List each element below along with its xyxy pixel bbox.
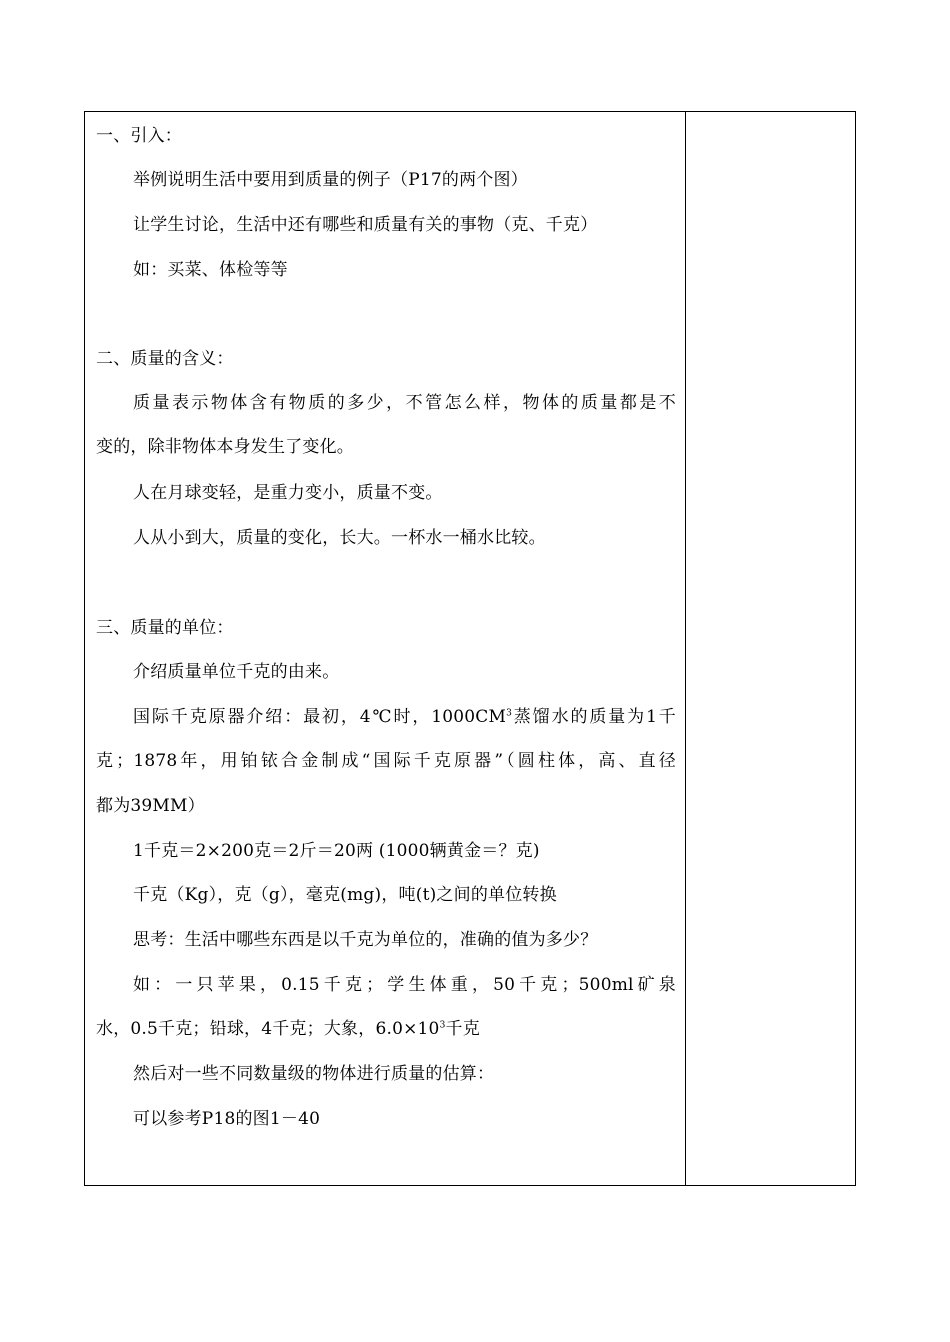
meaning-para-line-2: 变的，除非物体本身发生了变化。 <box>96 437 354 457</box>
think-line: 思考：生活中哪些东西是以千克为单位的，准确的值为多少？ <box>133 930 598 950</box>
example-line-2-text-a: 水，0.5千克；铅球，4千克；大象，6.0×10 <box>96 1019 440 1039</box>
notes-cell <box>686 112 855 1185</box>
prototype-line-1-text-a: 国际千克原器介绍：最初，4℃时，1000CM <box>133 707 507 727</box>
example-line-2-superscript: 3 <box>439 1020 446 1031</box>
prototype-line-1-superscript: 3 <box>506 708 513 719</box>
meaning-para-line-1: 质量表示物体含有物质的多少，不管怎么样，物体的质量都是不 <box>133 393 676 413</box>
intro-line-1: 举例说明生活中要用到质量的例子（P17的两个图） <box>133 170 528 190</box>
prototype-line-2: 克；1878年，用铂铱合金制成“国际千克原器”（圆柱体，高、直径 <box>96 751 676 771</box>
section-heading-unit: 三、质量的单位： <box>96 618 234 638</box>
example-line-1: 如：一只苹果，0.15千克；学生体重，50千克；500ml矿泉 <box>133 975 676 995</box>
reference-line: 可以参考P18的图1－40 <box>133 1109 321 1129</box>
prototype-line-1-text-b: 蒸馏水的质量为1千 <box>512 707 676 727</box>
meaning-line-2: 人在月球变轻，是重力变小，质量不变。 <box>133 483 443 503</box>
section-heading-intro: 一、引入： <box>96 126 182 146</box>
estimate-line: 然后对一些不同数量级的物体进行质量的估算： <box>133 1064 495 1084</box>
conversion-line: 1千克＝2×200克＝2斤＝20两 (1000辆黄金＝？克) <box>133 841 540 861</box>
intro-line-2: 让学生讨论，生活中还有哪些和质量有关的事物（克、千克） <box>133 215 598 235</box>
units-line: 千克（Kg），克（g），毫克(mg)，吨(t)之间的单位转换 <box>133 885 557 905</box>
lesson-table <box>84 111 856 1186</box>
unit-line-1: 介绍质量单位千克的由来。 <box>133 662 340 682</box>
meaning-line-3: 人从小到大，质量的变化，长大。一杯水一桶水比较。 <box>133 528 546 548</box>
section-heading-meaning: 二、质量的含义： <box>96 349 234 369</box>
prototype-line-1 <box>133 706 676 728</box>
example-line-2-text-b: 千克 <box>445 1019 480 1039</box>
example-line-2 <box>96 1018 676 1040</box>
lesson-content-cell <box>85 112 686 1185</box>
intro-line-3: 如：买菜、体检等等 <box>133 260 288 280</box>
prototype-line-3: 都为39MM） <box>96 796 205 816</box>
